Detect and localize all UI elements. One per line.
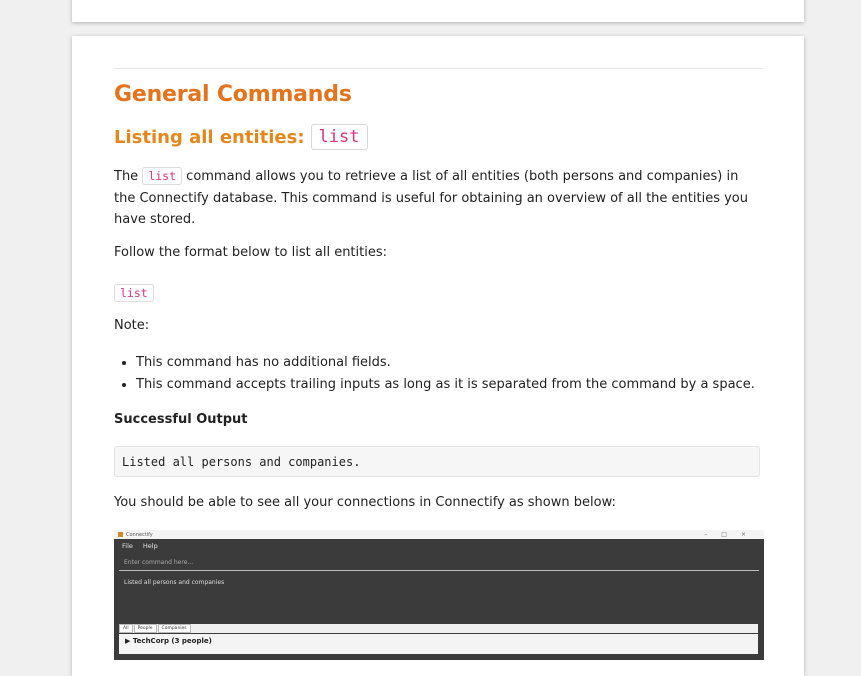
close-icon: × bbox=[740, 531, 746, 538]
menu-file: File bbox=[122, 542, 133, 550]
screenshot-caption: You should be able to see all your connections in Connectify as shown below: bbox=[114, 495, 616, 510]
subsection-heading-text: Listing all entities: bbox=[114, 126, 305, 148]
output-label: Successful Output bbox=[114, 412, 248, 427]
window-controls bbox=[704, 531, 746, 538]
section-divider bbox=[114, 68, 763, 69]
menu-help: Help bbox=[142, 542, 158, 550]
intro-after: command allows you to retrieve a list of all entities (both persons and companies) in the Connectify database. This command is useful for obtaining an overview of all the entities you have stored. bbox=[114, 169, 748, 227]
app-window-title: Connectify bbox=[126, 531, 153, 538]
app-logo-icon bbox=[118, 532, 123, 537]
subsection-heading-code: list bbox=[311, 124, 368, 150]
format-code-line bbox=[114, 282, 154, 301]
app-tab-all: All bbox=[119, 624, 133, 633]
app-tab-people: People bbox=[134, 624, 157, 633]
format-code: list bbox=[114, 284, 154, 302]
app-command-box: Enter command here... bbox=[119, 556, 759, 571]
app-tabs bbox=[119, 624, 758, 633]
format-paragraph: Follow the format below to list all entities: bbox=[114, 245, 387, 260]
intro-inline-code: list bbox=[142, 167, 182, 185]
content-card bbox=[72, 36, 804, 676]
note-item: • This command has no additional fields. bbox=[136, 352, 755, 374]
section-heading: General Commands bbox=[114, 82, 352, 107]
app-screenshot bbox=[114, 530, 764, 660]
app-group-row bbox=[119, 634, 758, 654]
previous-section-card bbox=[72, 0, 804, 22]
app-titlebar bbox=[114, 530, 764, 539]
note-item: • This command accepts trailing inputs as long as it is separated from the command by a space. bbox=[136, 374, 755, 396]
expand-arrow-icon: ▶ bbox=[125, 637, 133, 645]
minimize-icon: – bbox=[704, 531, 708, 538]
subsection-heading bbox=[114, 124, 368, 150]
app-result-text: Listed all persons and companies bbox=[124, 579, 225, 586]
app-group-label: TechCorp (3 people) bbox=[132, 637, 212, 645]
app-menubar bbox=[114, 539, 764, 553]
intro-before: The bbox=[114, 169, 139, 184]
intro-paragraph bbox=[114, 166, 754, 231]
notes-list bbox=[114, 352, 755, 396]
maximize-icon: □ bbox=[721, 531, 727, 538]
note-label: Note: bbox=[114, 318, 150, 333]
app-tab-companies: Companies bbox=[158, 624, 191, 633]
output-code-block: Listed all persons and companies. bbox=[114, 446, 760, 477]
